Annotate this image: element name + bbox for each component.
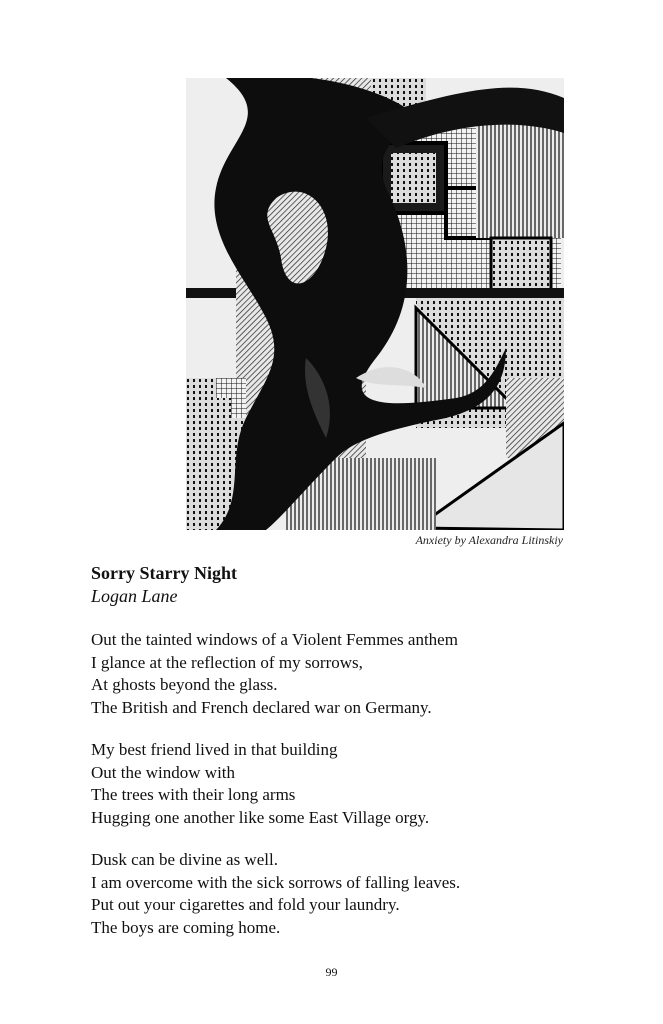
stanza bbox=[91, 849, 460, 939]
poem-title: Sorry Starry Night bbox=[91, 563, 237, 583]
poem-line: My best friend lived in that building bbox=[91, 740, 338, 759]
poem-line: At ghosts beyond the glass. bbox=[91, 675, 278, 694]
stanza bbox=[91, 739, 429, 829]
poem-line: Hugging one another like some East Village orgy. bbox=[91, 807, 430, 827]
poem-line: Out the tainted windows of a Violent Femmes anthem bbox=[91, 630, 458, 649]
artwork-image bbox=[186, 78, 564, 530]
poem-line: Out the window with bbox=[91, 762, 236, 782]
poem-line: The boys are coming home. bbox=[91, 917, 281, 937]
poem-author: Logan Lane bbox=[91, 586, 178, 606]
poem-line: The trees with their long arms bbox=[91, 785, 296, 804]
stanza bbox=[91, 629, 458, 719]
poem-line: I am overcome with the sick sorrows of falling leaves. bbox=[91, 872, 461, 892]
poem-line: Put out your cigarettes and fold your laundry. bbox=[91, 895, 400, 914]
artwork-caption: Anxiety by Alexandra Litinskiy bbox=[415, 533, 563, 547]
poem-line: The British and French declared war on Germany. bbox=[91, 697, 432, 717]
page-number: 99 bbox=[325, 965, 338, 979]
poem-line: I glance at the reflection of my sorrows, bbox=[91, 652, 363, 672]
poem-line: Dusk can be divine as well. bbox=[91, 850, 278, 869]
